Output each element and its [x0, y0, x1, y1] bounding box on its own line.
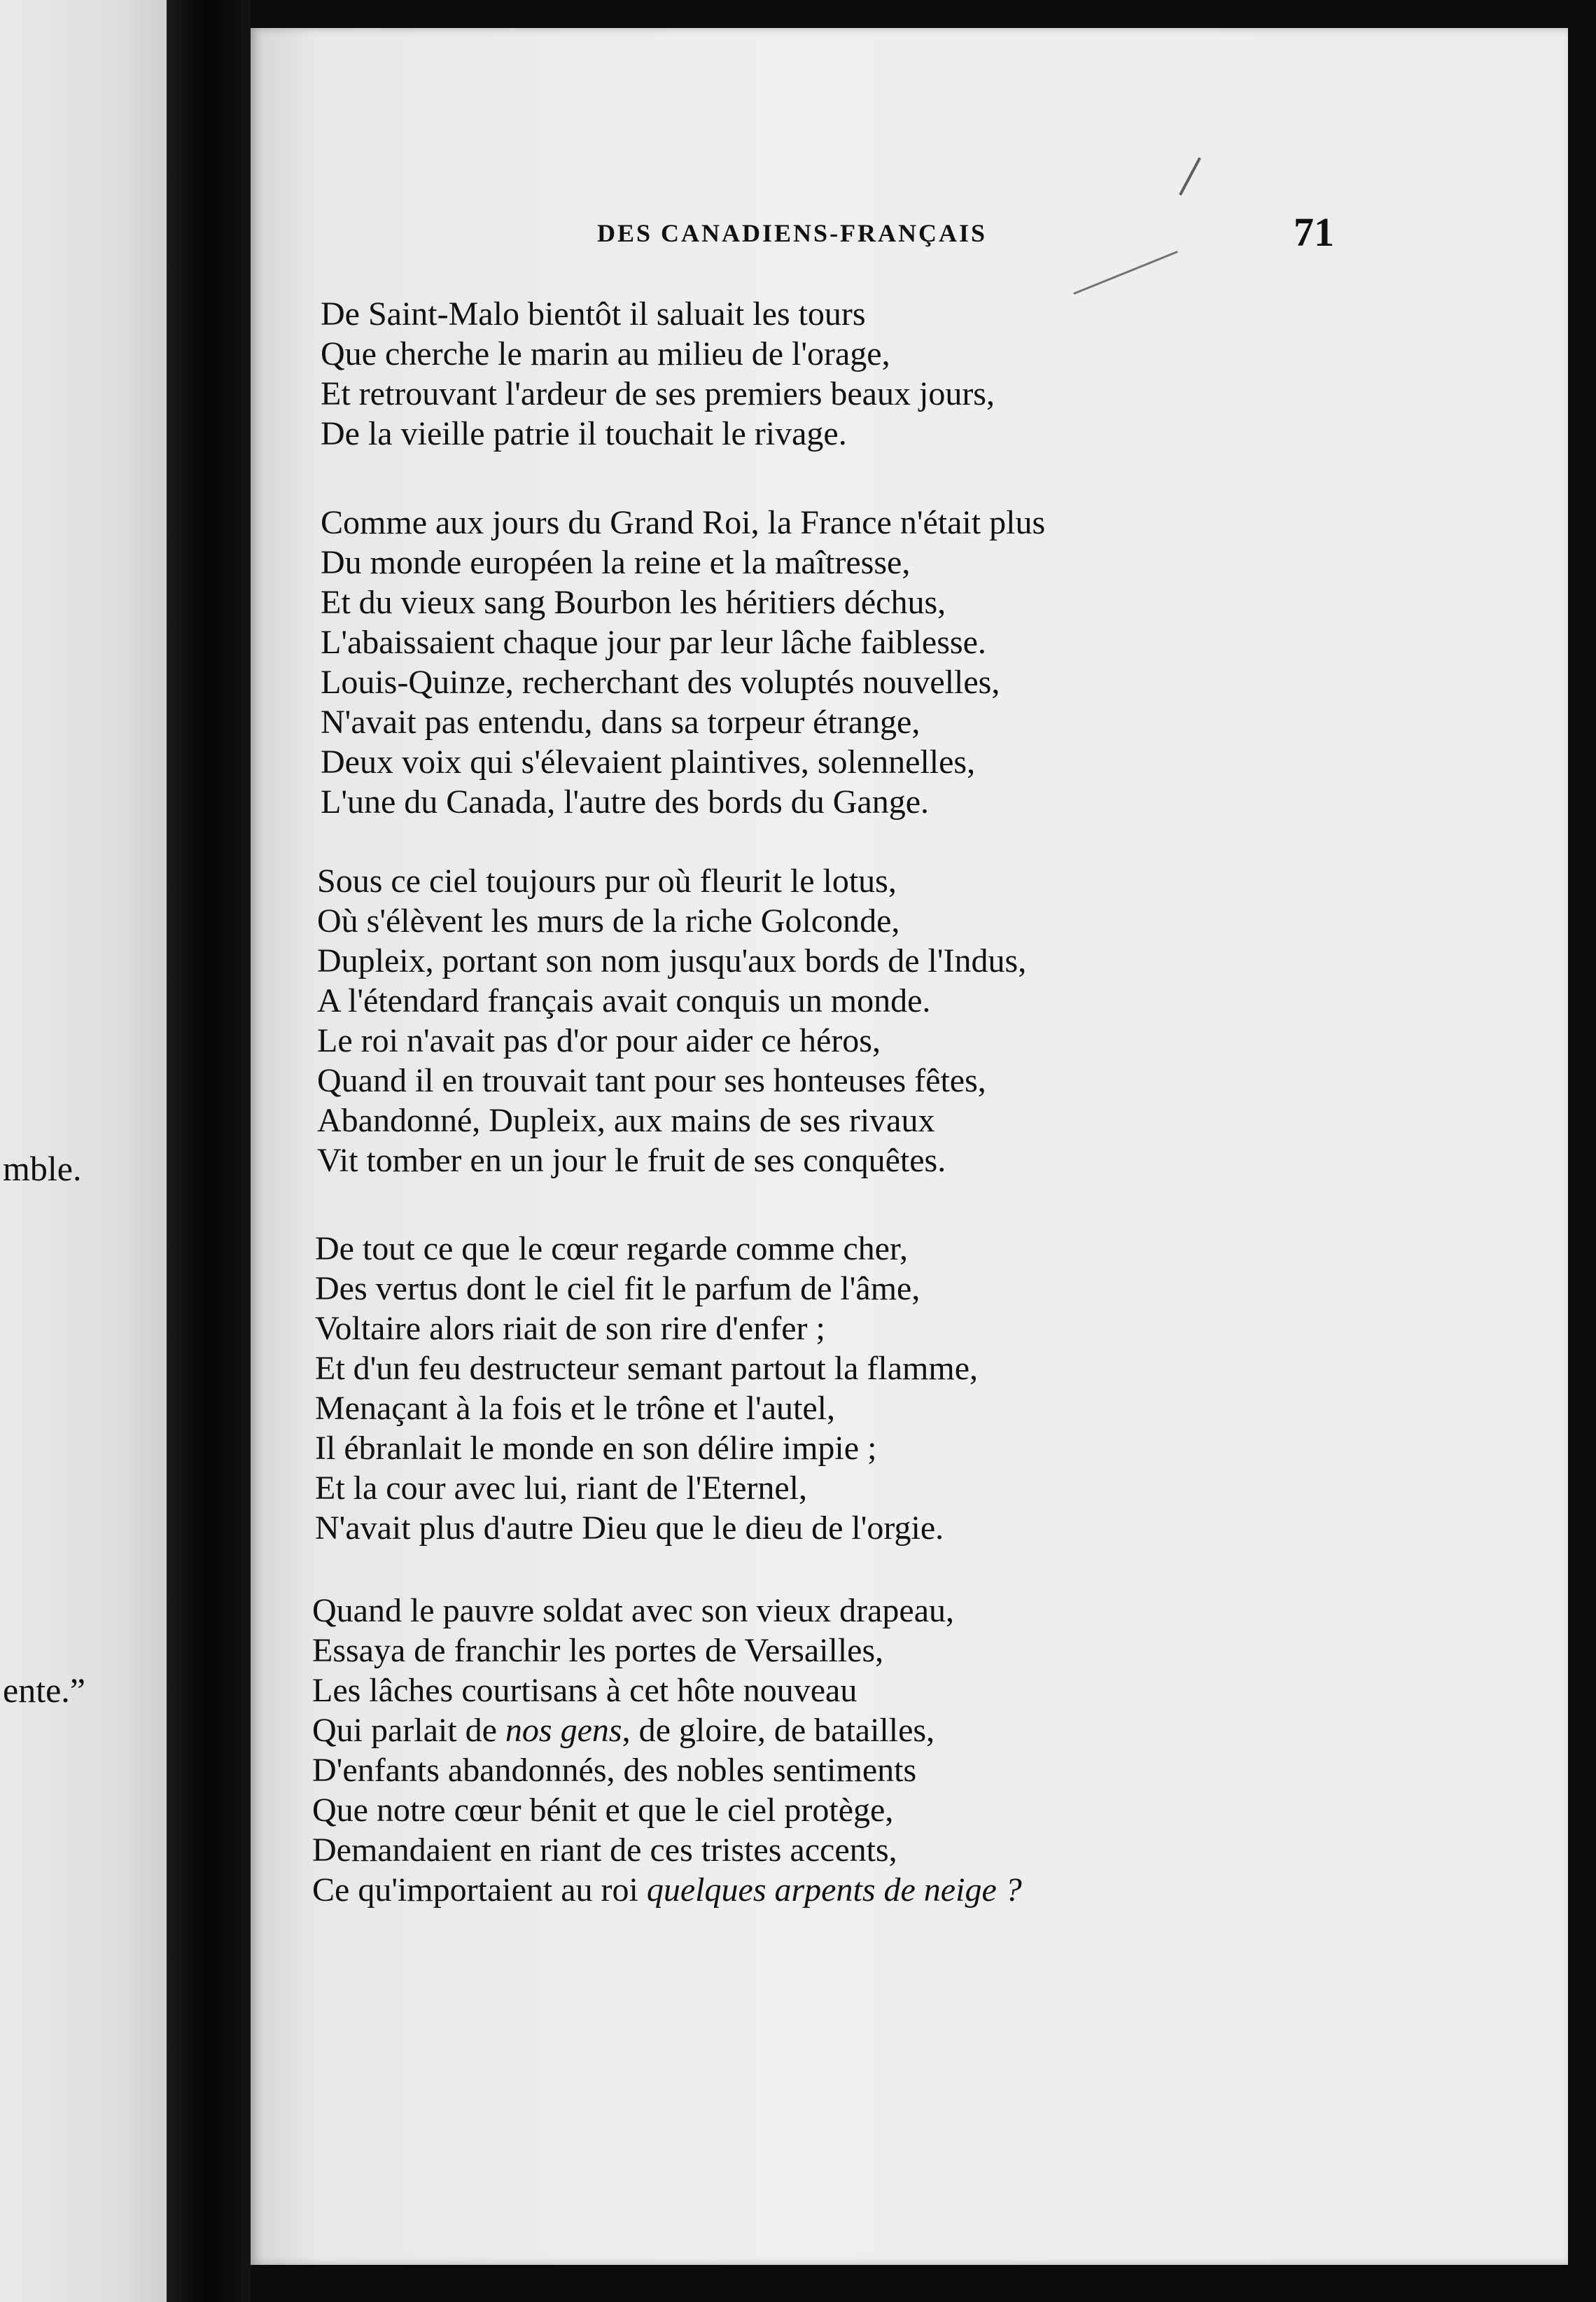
verse-line: Ce qu'importaient au roi quelques arpents de neige ? — [312, 1871, 1022, 1909]
verse-line: Le roi n'avait pas d'or pour aider ce héros, — [317, 1022, 881, 1059]
verse-line: Que notre cœur bénit et que le ciel protège, — [312, 1792, 894, 1829]
verse-line: Qui parlait de nos gens, de gloire, de batailles, — [312, 1712, 935, 1749]
italic-phrase: quelques arpents de neige ? — [646, 1871, 1022, 1909]
verse-line: Les lâches courtisans à cet hôte nouveau — [312, 1672, 858, 1709]
previous-page-edge — [0, 0, 167, 2302]
verse-line: Quand il en trouvait tant pour ses honteuses fêtes, — [317, 1062, 986, 1099]
verse-line: Vit tomber en un jour le fruit de ses conquêtes. — [317, 1142, 946, 1179]
verse-line: Où s'élèvent les murs de la riche Golconde, — [317, 902, 900, 940]
verse-line: A l'étendard français avait conquis un monde. — [317, 982, 931, 1019]
verse-line: Voltaire alors riait de son rire d'enfer ; — [315, 1310, 825, 1347]
verse-line: Demandaient en riant de ces tristes accents, — [312, 1832, 897, 1869]
verse-line: Et retrouvant l'ardeur de ses premiers beaux jours, — [321, 375, 995, 412]
verse-line: De Saint-Malo bientôt il saluait les tours — [321, 295, 866, 333]
verse-line: Dupleix, portant son nom jusqu'aux bords de l'Indus, — [317, 942, 1027, 979]
italic-phrase: nos gens — [505, 1712, 622, 1749]
verse-line: N'avait plus d'autre Dieu que le dieu de l'orgie. — [315, 1509, 944, 1547]
verse-line: N'avait pas entendu, dans sa torpeur étrange, — [321, 704, 920, 741]
verse-line: Quand le pauvre soldat avec son vieux drapeau, — [312, 1592, 954, 1629]
verse-line: Menaçant à la fois et le trône et l'autel, — [315, 1390, 835, 1427]
book-page — [251, 28, 1568, 2265]
previous-page-fragment: ente.” — [3, 1670, 85, 1710]
page-number: 71 — [1294, 209, 1334, 255]
verse-line: De tout ce que le cœur regarde comme cher, — [315, 1230, 908, 1267]
stanza — [321, 503, 1596, 822]
book-gutter — [167, 0, 251, 2302]
verse-line: Que cherche le marin au milieu de l'orage, — [321, 335, 890, 372]
verse-line: L'une du Canada, l'autre des bords du Gange. — [321, 783, 930, 821]
previous-page-fragment: mble. — [3, 1149, 82, 1188]
stanza — [312, 1591, 1596, 1910]
verse-line: Il ébranlait le monde en son délire impie ; — [315, 1430, 877, 1467]
verse-line: De la vieille patrie il touchait le rivage. — [321, 415, 847, 452]
verse-line: Du monde européen la reine et la maîtresse, — [321, 544, 911, 581]
verse-line: Essaya de franchir les portes de Versailles, — [312, 1632, 884, 1669]
stanza — [315, 1229, 1596, 1548]
verse-line: Abandonné, Dupleix, aux mains de ses rivaux — [317, 1102, 935, 1139]
verse-line: Comme aux jours du Grand Roi, la France n'était plus — [321, 504, 1046, 541]
verse-line: Sous ce ciel toujours pur où fleurit le lotus, — [317, 863, 897, 900]
verse-line: Et d'un feu destructeur semant partout la flamme, — [315, 1350, 978, 1387]
verse-line: Des vertus dont le ciel fit le parfum de l'âme, — [315, 1270, 920, 1307]
verse-line: Louis-Quinze, recherchant des voluptés nouvelles, — [321, 664, 1000, 701]
stanza — [317, 861, 1596, 1180]
verse-line: Et du vieux sang Bourbon les héritiers déchus, — [321, 584, 946, 621]
verse-line: D'enfants abandonnés, des nobles sentiments — [312, 1752, 917, 1789]
verse-line: Et la cour avec lui, riant de l'Eternel, — [315, 1470, 808, 1507]
running-head: DES CANADIENS-FRANÇAIS — [597, 219, 988, 247]
stanza — [321, 294, 1596, 454]
verse-line: Deux voix qui s'élevaient plaintives, solennelles, — [321, 744, 976, 781]
poem — [251, 28, 1568, 2265]
verse-line: L'abaissaient chaque jour par leur lâche faiblesse. — [321, 624, 986, 661]
